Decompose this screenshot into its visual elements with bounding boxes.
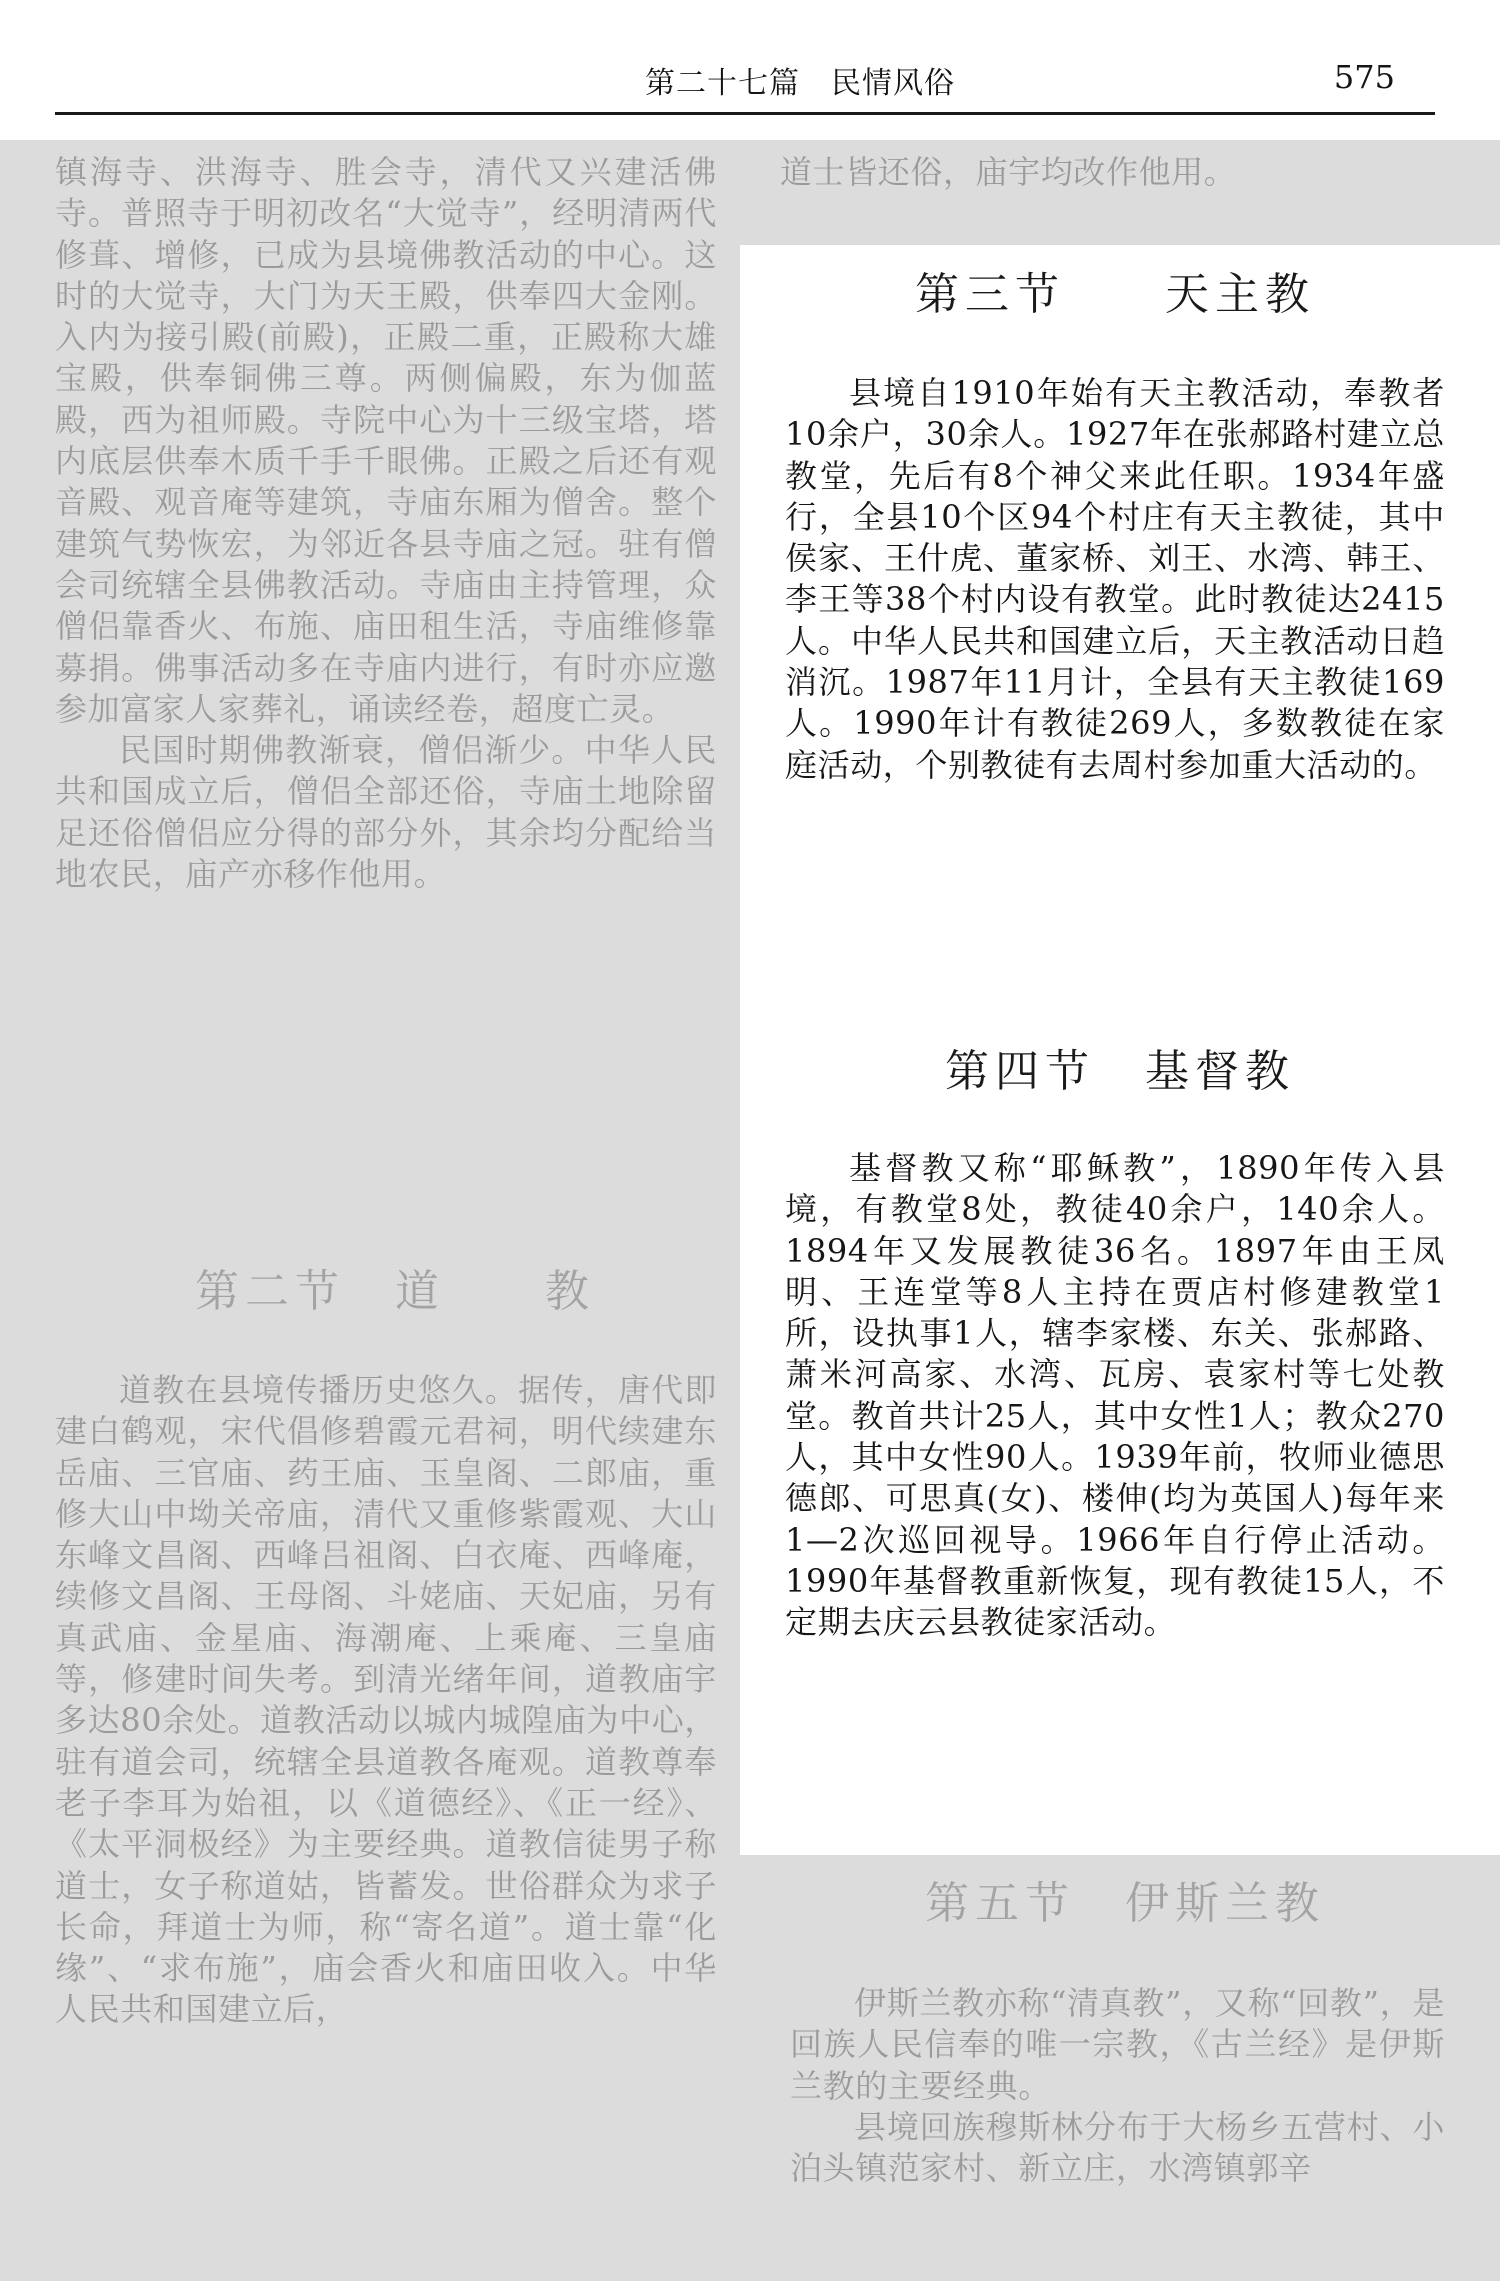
section-heading-taoism: 第二节 道 教 [195,1266,595,1317]
left-column-text-top [55,152,717,895]
section-heading-catholicism: 第三节 天主教 [915,269,1315,320]
right-column-islam-text [790,1983,1445,2189]
page-number: 575 [1333,58,1395,96]
right-column-christianity-text [785,1148,1445,1644]
paragraph-islam-intro: 伊斯兰教亦称“清真教”，又称“回教”，是回族人民信奉的唯一宗教，《古兰经》是伊斯兰教的主要经典。 [790,1984,1445,2105]
paragraph-christianity: 基督教又称“耶稣教”，1890年传入县境，有教堂8处，教徒40余户，140余人。1894年又发展教徒36名。1897年由王凤明、王连堂等8人主持在贾店村修建教堂1所，设执事1人，辖李家楼、东关、张郝路、萧米河高家、水湾、瓦房、袁家村等七处教堂。教首共计25人，其中女性1人；教众270人，其中女性90人。1939年前，牧师业德思德郎、可思真(女)、楼伸(均为英国人)每年来1—2次巡回视导。1966年自行停止活动。1990年基督教重新恢复，现有教徒15人，不定期去庆云县教徒家活动。 [785,1149,1445,1642]
paragraph-taoism: 道教在县境传播历史悠久。据传，唐代即建白鹤观，宋代倡修碧霞元君祠，明代续建东岳庙、三官庙、药王庙、玉皇阁、二郎庙，重修大山中坳关帝庙，清代又重修紫霞观、大山东峰文昌阁、西峰吕祖阁、白衣庵、西峰庵，续修文昌阁、王母阁、斗姥庙、天妃庙，另有真武庙、金星庙、海潮庵、上乘庵、三皇庙等，修建时间失考。到清光绪年间，道教庙宇多达80余处。道教活动以城内城隍庙为中心，驻有道会司，统辖全县道教各庵观。道教尊奉老子李耳为始祖，以《道德经》、《正一经》、《太平洞极经》为主要经典。道教信徒男子称道士，女子称道姑，皆蓄发。世俗群众为求子长命，拜道士为师，称“寄名道”。道士靠“化缘”、“求布施”，庙会香火和庙田收入。中华人民共和国建立后， [55,1371,717,2029]
right-column-text-top [780,152,1442,193]
right-column-catholicism-text [785,373,1445,786]
header-rule [55,112,1435,115]
section-heading-christianity: 第四节 基督教 [945,1046,1295,1097]
paragraph-buddhism-decline: 民国时期佛教渐衰，僧侣渐少。中华人民共和国成立后，僧侣全部还俗，寺庙土地除留足还俗僧侣应分得的部分外，其余均分配给当地农民，庙产亦移作他用。 [55,731,717,894]
paragraph-catholicism: 县境自1910年始有天主教活动，奉教者10余户，30余人。1927年在张郝路村建立总教堂，先后有8个神父来此任职。1934年盛行，全县10个区94个村庄有天主教徒，其中侯家、王什虎、董家桥、刘王、水湾、韩王、李王等38个村内设有教堂。此时教徒达2415人。中华人民共和国建立后，天主教活动日趋消沉。1987年11月计，全县有天主教徒169人。1990年计有教徒269人，多数教徒在家庭活动，个别教徒有去周村参加重大活动的。 [785,374,1445,784]
paragraph-islam-distribution: 县境回族穆斯林分布于大杨乡五营村、小泊头镇范家村、新立庄，水湾镇郭辛 [790,2107,1445,2188]
running-title: 第二十七篇 民情风俗 [645,66,955,101]
paragraph-buddhism-temples: 镇海寺、洪海寺、胜会寺，清代又兴建活佛寺。普照寺于明初改名“大觉寺”，经明清两代修葺、增修，已成为县境佛教活动的中心。这时的大觉寺，大门为天王殿，供奉四大金刚。入内为接引殿(前殿)，正殿二重，正殿称大雄宝殿，供奉铜佛三尊。两侧偏殿，东为伽蓝殿，西为祖师殿。寺院中心为十三级宝塔，塔内底层供奉木质千手千眼佛。正殿之后还有观音殿、观音庵等建筑，寺庙东厢为僧舍。整个建筑气势恢宏，为邻近各县寺庙之冠。驻有僧会司统辖全县佛教活动。寺庙由主持管理，众僧侣靠香火、布施、庙田租生活，寺庙维修靠募捐。佛事活动多在寺庙内进行，有时亦应邀参加富家人家葬礼，诵读经卷，超度亡灵。 [55,153,717,728]
paragraph-taoism-continued: 道士皆还俗，庙宇均改作他用。 [780,153,1237,191]
section-heading-islam: 第五节 伊斯兰教 [925,1878,1325,1929]
page-header [55,0,1435,118]
left-column-text-bottom [55,1370,717,2031]
